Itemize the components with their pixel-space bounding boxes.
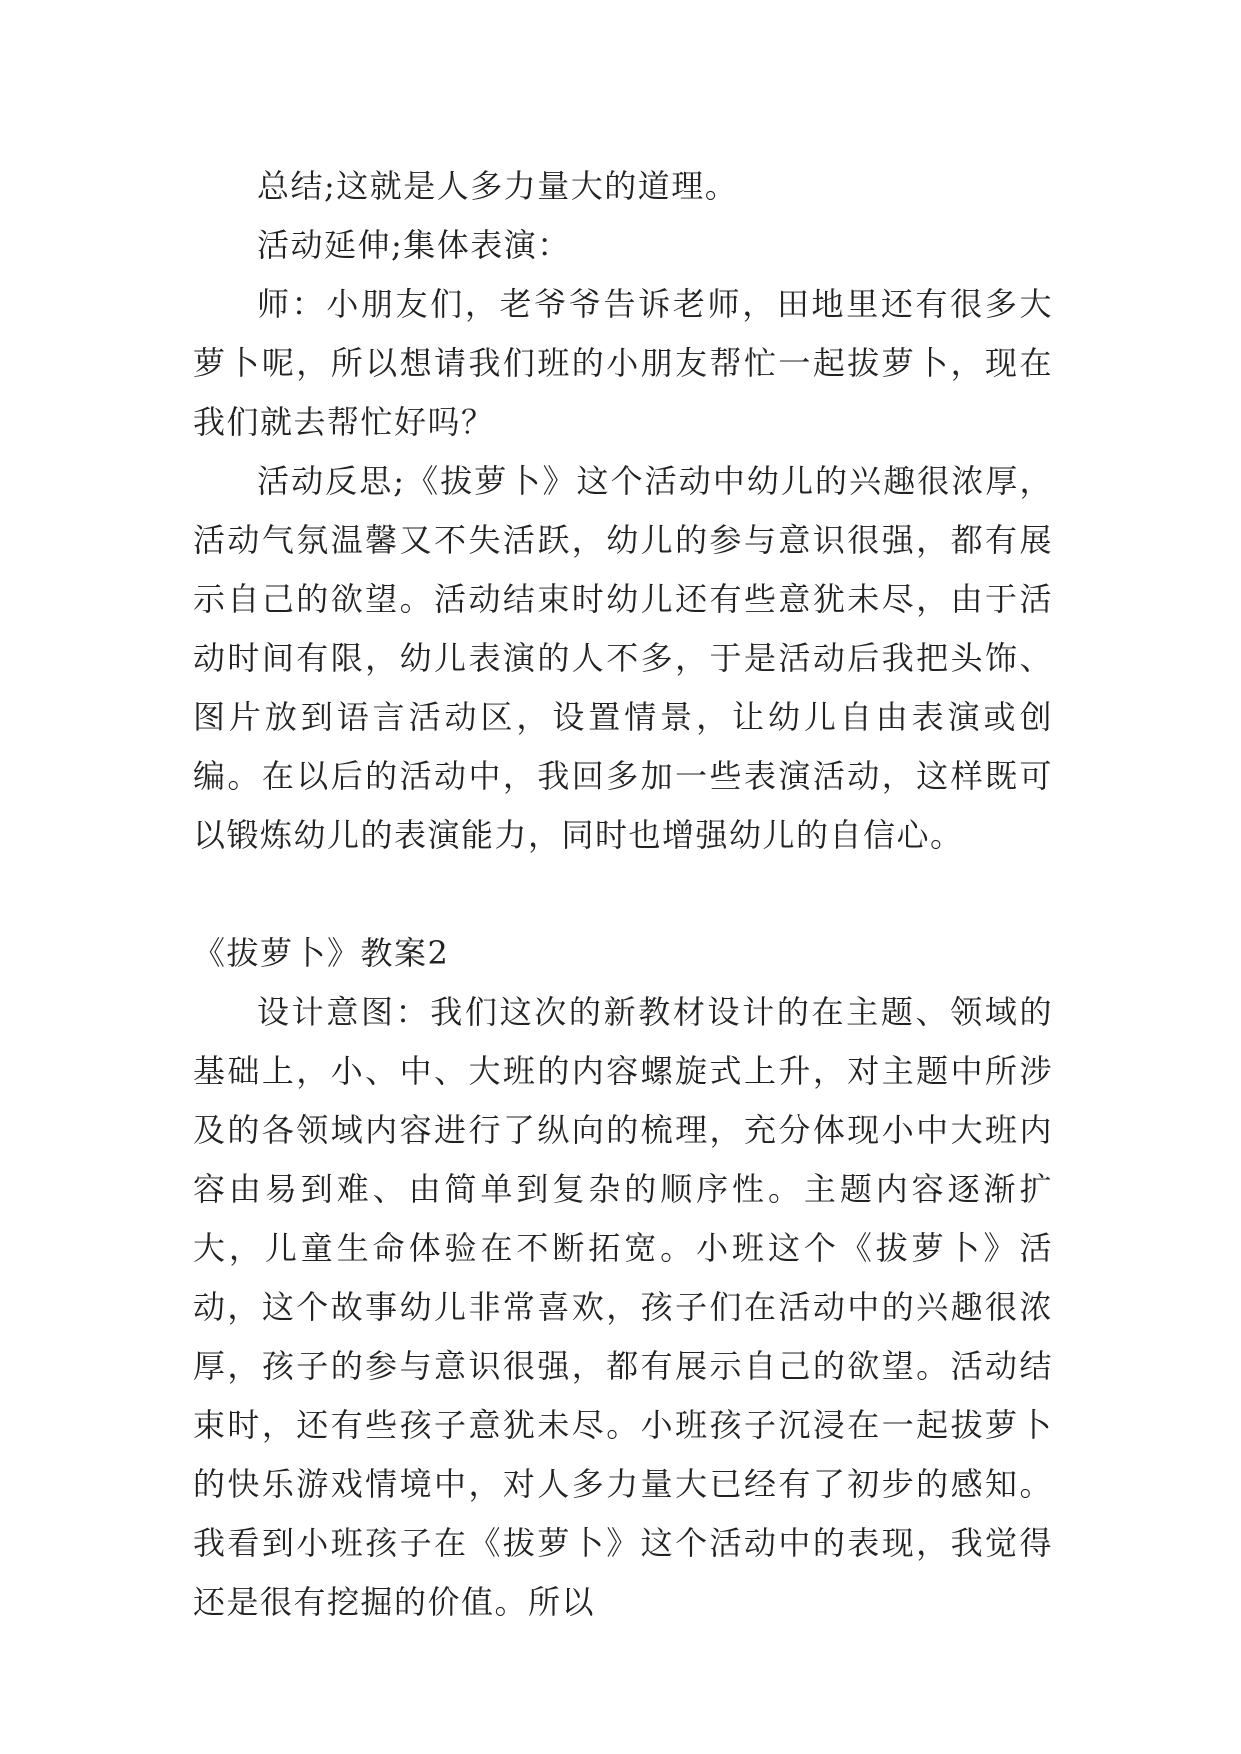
summary-paragraph: 总结;这就是人多力量大的道理。 [257,167,739,205]
activity-extension-paragraph: 活动延伸;集体表演： [257,226,571,264]
activity-reflection-paragraph: 活动反思;《拔萝卜》这个活动中幼儿的兴趣很浓厚，活动气氛温馨又不失活跃，幼儿的参与意识很强，都有展示自己的欲望。活动结束时幼儿还有些意犹未尽，由于活动时间有限，幼儿表演的人不多，于是活动后我把头饰、图片放到语言活动区，设置情景，让幼儿自由表演或创编。在以后的活动中，我回多加一些表演活动，这样既可以锻炼幼儿的表演能力，同时也增强幼儿的自信心。 [193,462,1053,854]
document-body [193,157,1053,1632]
teacher-dialogue-paragraph: 师：小朋友们，老爷爷告诉老师，田地里还有很多大萝卜呢，所以想请我们班的小朋友帮忙一起拔萝卜，现在我们就去帮忙好吗？ [193,285,1053,441]
section-heading: 《拔萝卜》教案2 [193,934,450,972]
design-intent-paragraph: 设计意图：我们这次的新教材设计的在主题、领域的基础上，小、中、大班的内容螺旋式上升，对主题中所涉及的各领域内容进行了纵向的梳理，充分体现小中大班内容由易到难、由简单到复杂的顺序性。主题内容逐渐扩大，儿童生命体验在不断拓宽。小班这个《拔萝卜》活动，这个故事幼儿非常喜欢，孩子们在活动中的兴趣很浓厚，孩子的参与意识很强，都有展示自己的欲望。活动结束时，还有些孩子意犹未尽。小班孩子沉浸在一起拔萝卜的快乐游戏情境中，对人多力量大已经有了初步的感知。我看到小班孩子在《拔萝卜》这个活动中的表现，我觉得还是很有挖掘的价值。所以 [193,993,1053,1621]
